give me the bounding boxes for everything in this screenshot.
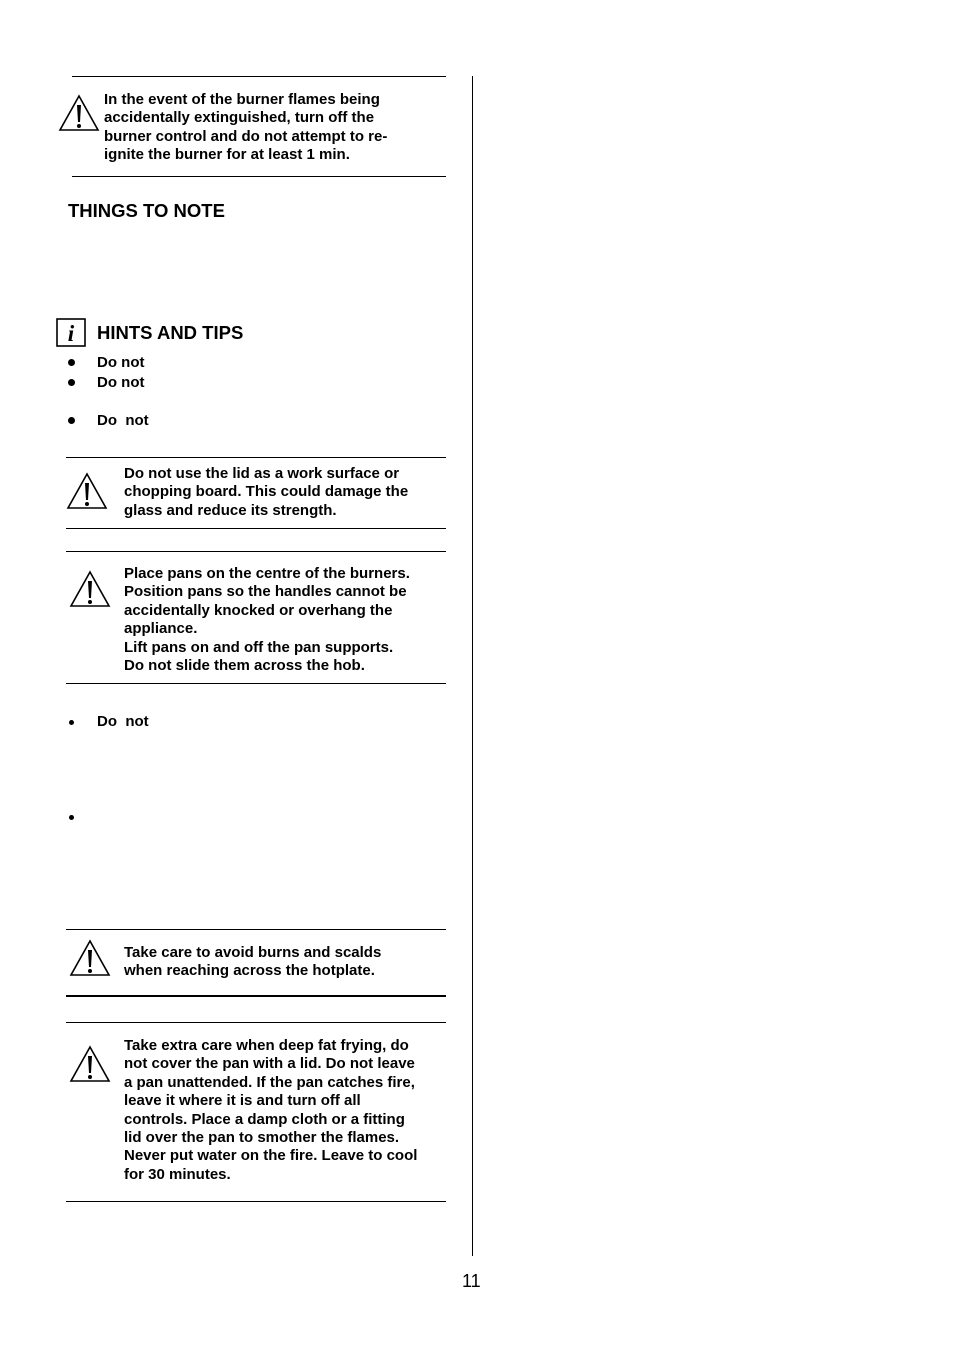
- warning-deep-fat-frying: [124, 1037, 444, 1184]
- divider: [72, 176, 446, 177]
- divider: [66, 528, 446, 529]
- warning-line: Never put water on the fire. Leave to cool: [124, 1147, 418, 1165]
- divider: [72, 76, 446, 77]
- column-divider: [472, 76, 473, 1256]
- warning-line: Do not use the lid as a work surface or: [124, 465, 400, 482]
- warning-triangle-icon: [69, 1045, 111, 1083]
- section-heading-hints-and-tips: HINTS AND TIPS: [97, 322, 244, 343]
- divider: [66, 929, 446, 930]
- bullet-icon: [68, 379, 75, 386]
- warning-line: Place pans on the centre of the burners.: [124, 565, 410, 582]
- divider: [66, 457, 446, 458]
- warning-triangle-icon: [69, 570, 111, 608]
- warning-line: ignite the burner for at least 1 min.: [104, 146, 350, 164]
- warning-lid-surface: [124, 465, 444, 520]
- svg-text:i: i: [67, 321, 75, 346]
- bullet-icon: [69, 815, 74, 820]
- warning-line: accidentally knocked or overhang the: [124, 601, 393, 619]
- info-i-icon: [56, 318, 86, 347]
- divider: [66, 683, 446, 684]
- warning-line: when reaching across the hotplate.: [124, 962, 375, 980]
- bullet-icon: [68, 417, 75, 424]
- warning-triangle-icon: [58, 94, 100, 132]
- warning-line: Take extra care when deep fat frying, do: [124, 1037, 409, 1054]
- bullet-icon: [69, 720, 74, 725]
- warning-line: for 30 minutes.: [124, 1165, 231, 1183]
- warning-line: chopping board. This could damage the: [124, 483, 409, 501]
- warning-line: accidentally extinguished, turn off the: [104, 109, 375, 127]
- warning-line: a pan unattended. If the pan catches fire,: [124, 1073, 415, 1091]
- bullet-text: Do not: [97, 354, 145, 371]
- warning-line: burner control and do not attempt to re-: [104, 127, 388, 145]
- divider: [66, 995, 446, 997]
- warning-line: Lift pans on and off the pan supports.: [124, 638, 394, 656]
- warning-burner-flames: [104, 91, 444, 165]
- bullet-text: Do not: [97, 713, 149, 730]
- warning-line: Take care to avoid burns and scalds: [124, 944, 382, 961]
- warning-line: appliance.: [124, 620, 198, 638]
- warning-triangle-icon: [69, 939, 111, 977]
- divider: [66, 1201, 446, 1202]
- warning-line: glass and reduce its strength.: [124, 501, 337, 519]
- warning-line: not cover the pan with a lid. Do not leave: [124, 1055, 415, 1073]
- section-heading-things-to-note: THINGS TO NOTE: [68, 200, 225, 221]
- warning-pans: [124, 565, 444, 675]
- warning-line: Position pans so the handles cannot be: [124, 583, 407, 601]
- divider: [66, 1022, 446, 1023]
- warning-line: leave it where it is and turn off all: [124, 1092, 361, 1110]
- warning-line: lid over the pan to smother the flames.: [124, 1129, 400, 1147]
- bullet-text: Do not: [97, 374, 145, 391]
- page-number: 11: [462, 1271, 481, 1291]
- warning-triangle-icon: [66, 472, 108, 510]
- bullet-text: Do not: [97, 412, 149, 429]
- divider: [66, 551, 446, 552]
- warning-line: Do not slide them across the hob.: [124, 657, 365, 675]
- bullet-icon: [68, 359, 75, 366]
- warning-line: In the event of the burner flames being: [104, 91, 380, 108]
- warning-burns: [124, 944, 444, 981]
- warning-line: controls. Place a damp cloth or a fitting: [124, 1110, 405, 1128]
